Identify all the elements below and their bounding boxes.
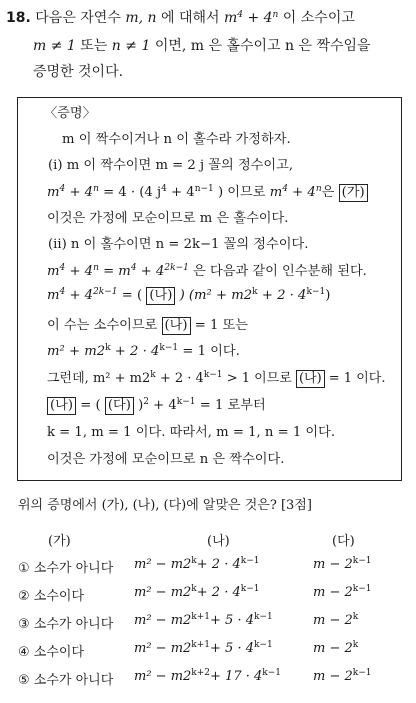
column-na: (나)	[207, 534, 230, 549]
proof-case-2-expression: $m^4 + 4^n = m^4 + 4^{2k-1}$ 은 다음과 같이 인수분해 된다.	[47, 263, 367, 279]
question-number: 18.	[6, 10, 31, 26]
blank-ga: (가)	[339, 184, 368, 202]
option-number: ④	[18, 645, 30, 660]
option-na: $m^2 - m2^{k+1}+ 5 \cdot 4^{k-1}$	[134, 612, 273, 628]
eq-line-b: + 2 · 4	[114, 344, 160, 359]
option-na: $m^2 - m2^{k+2}+ 17 \cdot 4^{k-1}$	[134, 668, 282, 684]
question-mid: 에 대해서	[160, 10, 220, 26]
but-line: 그런데, $m^2 + m2^k + 2 \cdot 4^{k-1} > 1$ 이므로 (나) = 1 이다.	[47, 370, 386, 386]
blank-na-2: (나)	[162, 317, 191, 335]
blank-na-4: (나)	[47, 397, 76, 415]
case-2-tail: 은 다음과 같이 인수분해 된다.	[193, 264, 367, 279]
na-eq-c: + 4	[153, 398, 177, 413]
factor-open: = (	[121, 288, 143, 303]
option-da: $m - 2^{k-1}$	[313, 556, 372, 572]
na-eq-b: )	[138, 398, 144, 413]
expr-part: = 4 · (4 j	[103, 185, 162, 200]
option-da: $m - 2^k$	[313, 612, 359, 628]
option-na: $m^2 - m2^k+ 2 \cdot 4^{k-1}$	[134, 584, 260, 600]
prime-text: 이 수는 소수이므로	[47, 318, 158, 333]
question-line-1	[6, 6, 355, 30]
blank-na-1: (나)	[146, 287, 175, 305]
but-c: > 1 이므로	[226, 371, 292, 386]
na-eq-a: = (	[80, 398, 101, 413]
proof-title: 〈증명〉	[44, 106, 96, 121]
option-ga: 소수이다	[33, 645, 85, 660]
question-text: 다음은 자연수	[35, 10, 121, 26]
factor-mid: ) (m² + m2	[179, 288, 253, 303]
proof-final: 이것은 가정에 모순이므로 n 은 짝수이다.	[47, 452, 285, 467]
proof-case-1-expression: $m^4 + 4^n = 4 \cdot (4$ $j^4 + 4^{n-1}$ ) 이므로 $m^4 + 4^n$은 (가)	[47, 181, 368, 202]
option-ga: 소수가 아니다	[33, 673, 114, 688]
na-eq-d: = 1 로부터	[199, 398, 266, 413]
equation-line: $m^2 + m2^k + 2 \cdot 4^{k-1} = 1$ 이다.	[47, 343, 240, 359]
blank-da: (다)	[105, 397, 134, 415]
option-number: ①	[18, 561, 30, 576]
option-5[interactable]	[18, 669, 408, 688]
expr-eq: 은	[321, 185, 335, 200]
factor-close: )	[325, 288, 331, 303]
factor-tail: + 2 · 4	[261, 288, 307, 303]
option-ga: 소수가 아니다	[33, 561, 114, 576]
question-vars: m, n	[125, 10, 157, 26]
option-4[interactable]	[18, 641, 408, 660]
but-d: = 1 이다.	[328, 371, 386, 386]
blank-na-3: (나)	[296, 370, 325, 388]
na-equation-line: (나) = ( (다) )$^2 + 4^{k-1} = 1$ 로부터	[47, 394, 266, 415]
option-ga: 소수이다	[33, 589, 85, 604]
option-1[interactable]	[18, 557, 408, 576]
question-line-3: 증명한 것이다.	[33, 64, 124, 80]
option-ga: 소수가 아니다	[33, 617, 114, 632]
factorization-line: $m^4 + 4^{2k-1}$ = ( (나) ) $(m^2 + m2^k + 2 \cdot 4^{k-1})$	[47, 287, 331, 303]
column-ga: (가)	[48, 534, 71, 549]
question-line-2	[33, 34, 371, 58]
expr-part-2: + 4	[171, 185, 195, 200]
option-na: $m^2 - m2^{k+1}+ 5 \cdot 4^{k-1}$	[134, 640, 273, 656]
question-expression: $m^4 + 4^n$	[223, 10, 279, 26]
question-prompt: 위의 증명에서 (가), (나), (다)에 알맞은 것은? [3점]	[18, 498, 312, 513]
option-number: ⑤	[18, 673, 30, 688]
prime-eq: = 1 또는	[194, 318, 249, 333]
condition-2: n ≠ 1	[111, 38, 151, 54]
proof-case-2: (ii) n 이 홀수이면 n = 2k−1 꼴의 정수이다.	[48, 237, 309, 252]
eq-line-a: m² + m2	[47, 344, 106, 359]
option-da: $m - 2^{k-1}$	[313, 668, 372, 684]
k-line: k = 1, m = 1 이다. 따라서, m = 1, n = 1 이다.	[47, 425, 336, 440]
option-2[interactable]	[18, 585, 408, 604]
proof-case-1: (i) m 이 짝수이면 m = 2 j 꼴의 정수이고,	[48, 158, 294, 173]
option-na: $m^2 - m2^k+ 2 \cdot 4^{k-1}$	[134, 556, 260, 572]
option-number: ②	[18, 589, 30, 604]
but-a: 그런데, m² + m2	[47, 371, 151, 386]
expr-mid: ) 이므로	[217, 185, 266, 200]
option-number: ③	[18, 617, 30, 632]
proof-case-1-end: 이것은 가정에 모순이므로 m 은 홀수이다.	[47, 211, 289, 226]
option-da: $m - 2^{k-1}$	[313, 584, 372, 600]
condition-1: m ≠ 1	[33, 38, 76, 54]
eq-line-end: = 1 이다.	[182, 344, 240, 359]
proof-assumption: m 이 짝수이거나 n 이 홀수라 가정하자.	[62, 132, 291, 147]
but-b: + 2 · 4	[159, 371, 204, 386]
question-line-2-tail: 이면, m 은 홀수이고 n 은 짝수임을	[154, 38, 371, 54]
column-da: (다)	[332, 534, 355, 549]
option-3[interactable]	[18, 613, 408, 632]
option-da: $m - 2^k$	[313, 640, 359, 656]
condition-or: 또는	[80, 38, 108, 54]
question-tail: 이 소수이고	[282, 10, 355, 26]
prime-line	[47, 314, 248, 335]
